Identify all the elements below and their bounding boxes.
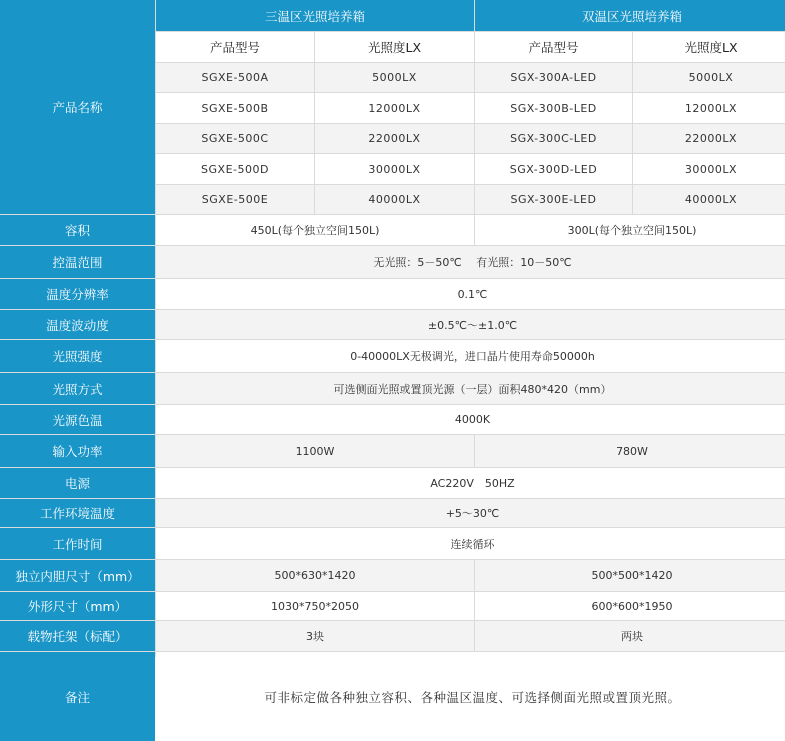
model-cell: SGXE-500D: [156, 154, 314, 184]
shelves-three-zone: 3块: [156, 621, 474, 651]
working-time-value: 连续循环: [156, 528, 785, 559]
temp-range-value: 无光照：5－50℃ 有光照：10－50℃: [156, 246, 785, 278]
lux-cell: 22000LX: [633, 124, 785, 153]
lux-cell: 12000LX: [633, 93, 785, 123]
model-cell: SGX-300A-LED: [475, 63, 632, 92]
inner-size-dual-zone: 500*500*1420: [475, 560, 785, 591]
subheader-model-b: 产品型号: [475, 32, 632, 62]
model-cell: SGXE-500C: [156, 124, 314, 153]
volume-three-zone: 450L(每个独立空间150L): [156, 215, 474, 245]
label-outer-size: 外形尺寸（mm）: [0, 592, 155, 620]
power-supply-value: AC220V 50HZ: [156, 468, 785, 498]
label-light-intensity: 光照强度: [0, 340, 155, 372]
inner-size-three-zone: 500*630*1420: [156, 560, 474, 591]
color-temp-value: 4000K: [156, 405, 785, 434]
label-remarks: 备注: [0, 652, 155, 741]
lux-cell: 5000LX: [315, 63, 474, 92]
label-product-name: 产品名称: [0, 0, 155, 214]
subheader-lux-a: 光照度LX: [315, 32, 474, 62]
header-three-zone: 三温区光照培养箱: [156, 0, 474, 31]
model-cell: SGX-300D-LED: [475, 154, 632, 184]
remarks-value: 可非标定做各种独立容积、各种温区温度、可选择侧面光照或置顶光照。: [156, 652, 785, 741]
light-mode-value: 可选侧面光照或置顶光源（一层）面积480*420（mm）: [156, 373, 785, 404]
lux-cell: 5000LX: [633, 63, 785, 92]
label-temp-fluctuation: 温度波动度: [0, 310, 155, 339]
lux-cell: 12000LX: [315, 93, 474, 123]
shelves-dual-zone: 两块: [475, 621, 785, 651]
label-volume: 容积: [0, 215, 155, 245]
lux-cell: 40000LX: [633, 185, 785, 214]
temp-resolution-value: 0.1℃: [156, 279, 785, 309]
power-three-zone: 1100W: [156, 435, 474, 467]
volume-dual-zone: 300L(每个独立空间150L): [475, 215, 785, 245]
label-ambient-temp: 工作环境温度: [0, 499, 155, 527]
label-power-supply: 电源: [0, 468, 155, 498]
subheader-lux-b: 光照度LX: [633, 32, 785, 62]
label-shelves: 载物托架（标配）: [0, 621, 155, 651]
temp-fluctuation-value: ±0.5℃～±1.0℃: [156, 310, 785, 339]
label-light-mode: 光照方式: [0, 373, 155, 404]
lux-cell: 40000LX: [315, 185, 474, 214]
lux-cell: 30000LX: [315, 154, 474, 184]
light-intensity-value: 0-40000LX无极调光，进口晶片使用寿命50000h: [156, 340, 785, 372]
label-temp-range: 控温范围: [0, 246, 155, 278]
label-temp-resolution: 温度分辨率: [0, 279, 155, 309]
model-cell: SGX-300B-LED: [475, 93, 632, 123]
subheader-model-a: 产品型号: [156, 32, 314, 62]
model-cell: SGXE-500A: [156, 63, 314, 92]
model-cell: SGXE-500B: [156, 93, 314, 123]
model-cell: SGXE-500E: [156, 185, 314, 214]
power-dual-zone: 780W: [475, 435, 785, 467]
label-inner-size: 独立内胆尺寸（mm）: [0, 560, 155, 591]
header-dual-zone: 双温区光照培养箱: [475, 0, 785, 31]
outer-size-three-zone: 1030*750*2050: [156, 592, 474, 620]
model-cell: SGX-300C-LED: [475, 124, 632, 153]
label-color-temp: 光源色温: [0, 405, 155, 434]
lux-cell: 22000LX: [315, 124, 474, 153]
outer-size-dual-zone: 600*600*1950: [475, 592, 785, 620]
model-cell: SGX-300E-LED: [475, 185, 632, 214]
label-input-power: 输入功率: [0, 435, 155, 467]
label-working-time: 工作时间: [0, 528, 155, 559]
ambient-temp-value: +5～30℃: [156, 499, 785, 527]
lux-cell: 30000LX: [633, 154, 785, 184]
